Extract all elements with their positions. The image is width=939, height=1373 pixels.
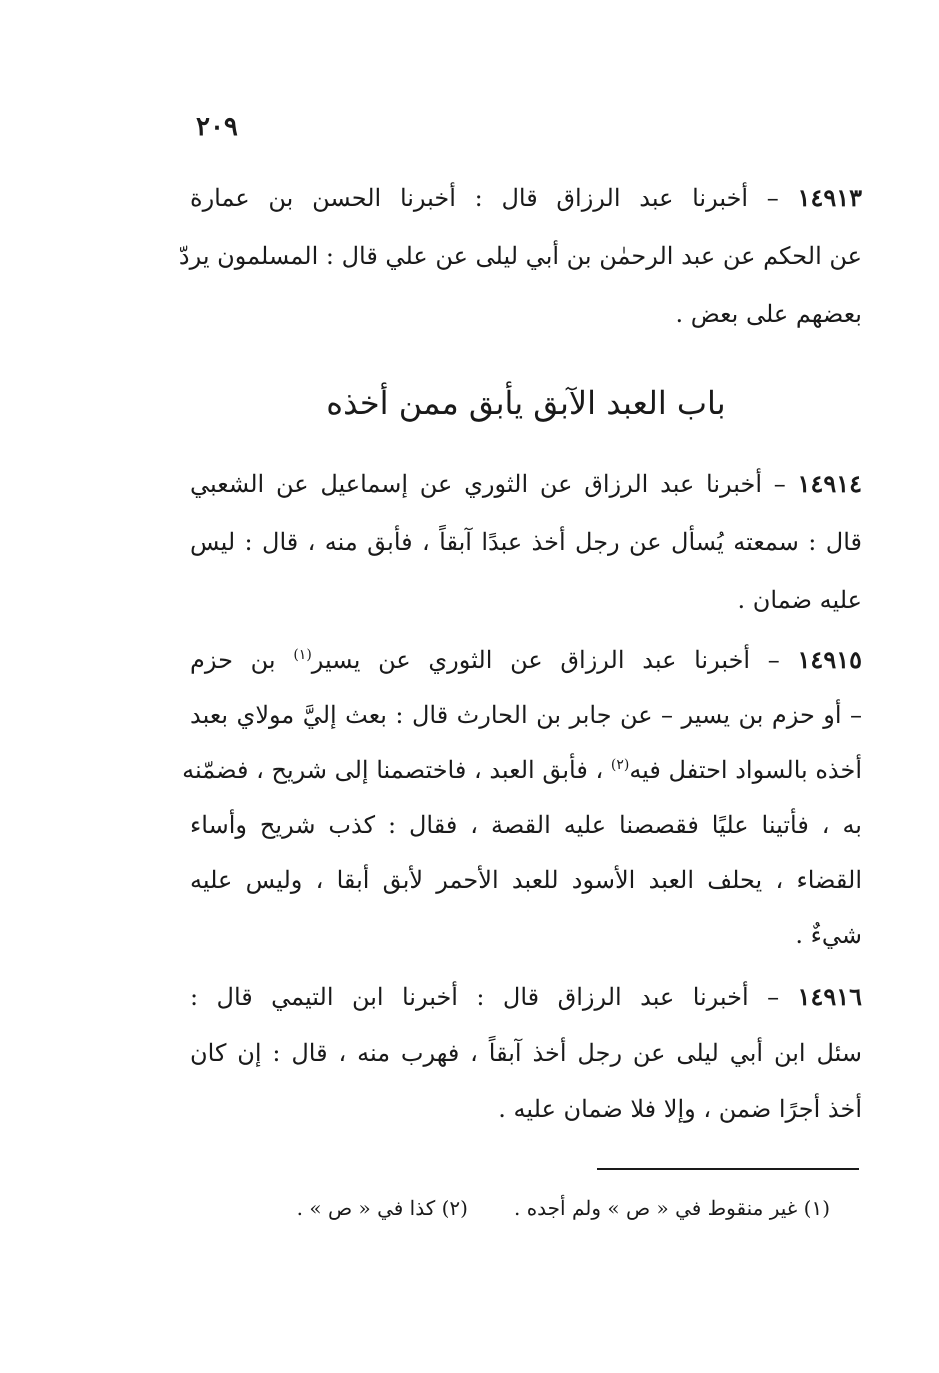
footnote-separator <box>597 1168 859 1170</box>
entry-line: قال : سمعته يُسأل عن رجل أخذ عبدًا آبقاً ، فأبق منه ، قال : ليس <box>190 528 862 556</box>
entry-line: به ، فأتينا عليًا فقصصنا عليه القصة ، فقال : كذب شريح وأساء <box>190 811 862 839</box>
chapter-heading: باب العبد الآبق يأبق ممن أخذه <box>326 384 726 422</box>
entry-line: شيءٌ . <box>795 921 862 949</box>
entry-line: ١٤٩١٤ – أخبرنا عبد الرزاق عن الثوري عن إسماعيل عن الشعبي <box>190 469 862 498</box>
hadith-entry-14915 <box>182 645 863 949</box>
hadith-entry-14913 <box>178 183 862 328</box>
entry-line: ١٤٩١٣ – أخبرنا عبد الرزاق قال : أخبرنا الحسن بن عمارة <box>190 183 862 212</box>
entry-line: أخذه بالسواد احتفل فيه$^{(٢)}$ ، فأبق العبد ، فاختصمنا إلى شريح ، فضمّنه <box>182 756 862 784</box>
footnote-1: (١) غير منقوط في « ص » ولم أجده . <box>513 1196 830 1220</box>
footnote-ref-2: (٢) <box>610 757 630 773</box>
entry-line: ١٤٩١٦ – أخبرنا عبد الرزاق قال : أخبرنا ابن التيمي قال : <box>190 982 862 1011</box>
page-number: ٢٠٩ <box>196 112 238 142</box>
entry-line: أخذ أجرًا ضمن ، وإلا فلا ضمان عليه . <box>498 1095 862 1123</box>
footnotes <box>190 1196 830 1220</box>
entry-line: – أو حزم بن يسير – عن جابر بن الحارث قال : بعث إليَّ مولاي بعبد <box>190 701 863 729</box>
footnote-2: (٢) كذا في « ص » . <box>296 1196 468 1220</box>
entry-line: بعضهم على بعض . <box>675 300 862 328</box>
entry-number: ١٤٩١٣ <box>797 183 862 212</box>
entry-number: ١٤٩١٤ <box>797 469 862 498</box>
entry-number: ١٤٩١٦ <box>797 982 862 1011</box>
entry-line: عن الحكم عن عبد الرحمٰن بن أبي ليلى عن علي قال : المسلمون يردّ <box>178 242 862 270</box>
hadith-entry-14914 <box>190 469 862 614</box>
entry-line: ١٤٩١٥ – أخبرنا عبد الرزاق عن الثوري عن يسير$^{(١)}$ بن حزم <box>190 645 862 674</box>
entry-line: القضاء ، يحلف العبد الأسود للعبد الأحمر لأبق أبقا ، وليس عليه <box>190 866 862 894</box>
hadith-entry-14916 <box>190 982 862 1123</box>
entry-line: سئل ابن أبي ليلى عن رجل أخذ آبقاً ، فهرب منه ، قال : إن كان <box>190 1039 862 1067</box>
entry-number: ١٤٩١٥ <box>797 645 862 674</box>
entry-line: عليه ضمان . <box>737 586 862 614</box>
footnote-ref-1: (١) <box>293 647 312 663</box>
